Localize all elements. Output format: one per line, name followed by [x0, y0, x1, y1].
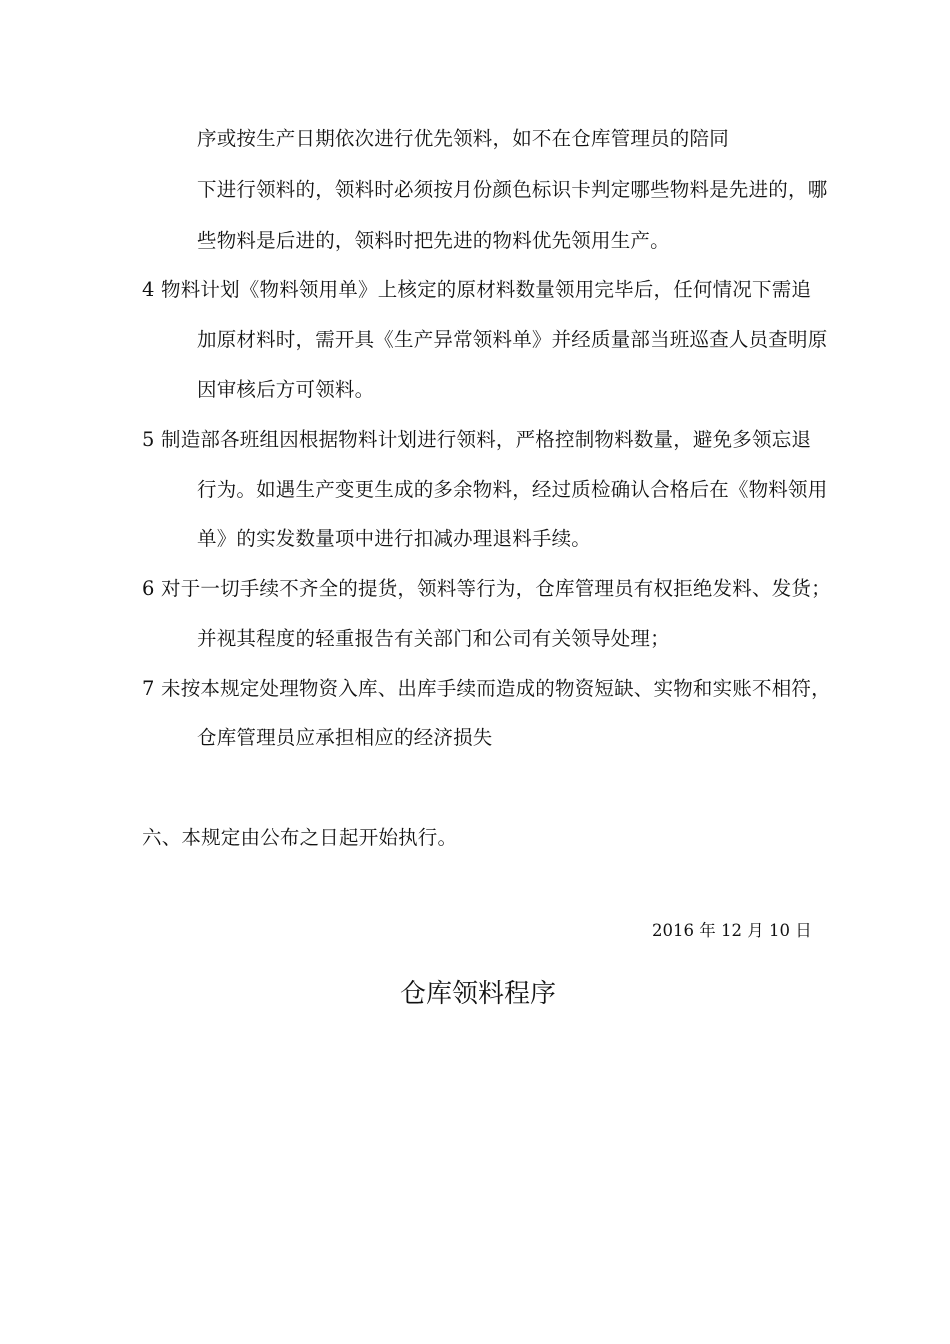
- section-six-line: 六、本规定由公布之日起开始执行。: [142, 826, 458, 849]
- paragraph-line: 行为。如遇生产变更生成的多余物料，经过质检确认合格后在《物料领用: [197, 478, 828, 501]
- list-item-7-line: 7 未按本规定处理物资入库、出库手续而造成的物资短缺、实物和实账不相符，: [142, 677, 831, 700]
- paragraph-line: 加原材料时，需开具《生产异常领料单》并经质量部当班巡查人员查明原: [197, 328, 828, 351]
- paragraph-line: 下进行领料的，领料时必须按月份颜色标识卡判定哪些物料是先进的，哪: [197, 178, 828, 201]
- section-title: 仓库领料程序: [399, 979, 556, 1009]
- paragraph-line: 单》的实发数量项中进行扣减办理退料手续。: [197, 527, 592, 550]
- list-item-4-line: 4 物料计划《物料领用单》上核定的原材料数量领用完毕后，任何情况下需追: [142, 278, 812, 301]
- paragraph-line: 些物料是后进的，领料时把先进的物料优先领用生产。: [197, 229, 670, 252]
- paragraph-line: 并视其程度的轻重报告有关部门和公司有关领导处理；: [197, 627, 670, 650]
- list-item-6-line: 6 对于一切手续不齐全的提货，领料等行为，仓库管理员有权拒绝发料、发货；: [142, 577, 831, 600]
- list-item-5-line: 5 制造部各班组因根据物料计划进行领料，严格控制物料数量，避免多领忘退: [142, 428, 812, 451]
- document-date: 2016 年 12 月 10 日: [652, 921, 812, 940]
- paragraph-line: 仓库管理员应承担相应的经济损失: [197, 726, 493, 749]
- paragraph-line: 序或按生产日期依次进行优先领料，如不在仓库管理员的陪同: [197, 127, 729, 150]
- paragraph-line: 因审核后方可领料。: [197, 378, 375, 401]
